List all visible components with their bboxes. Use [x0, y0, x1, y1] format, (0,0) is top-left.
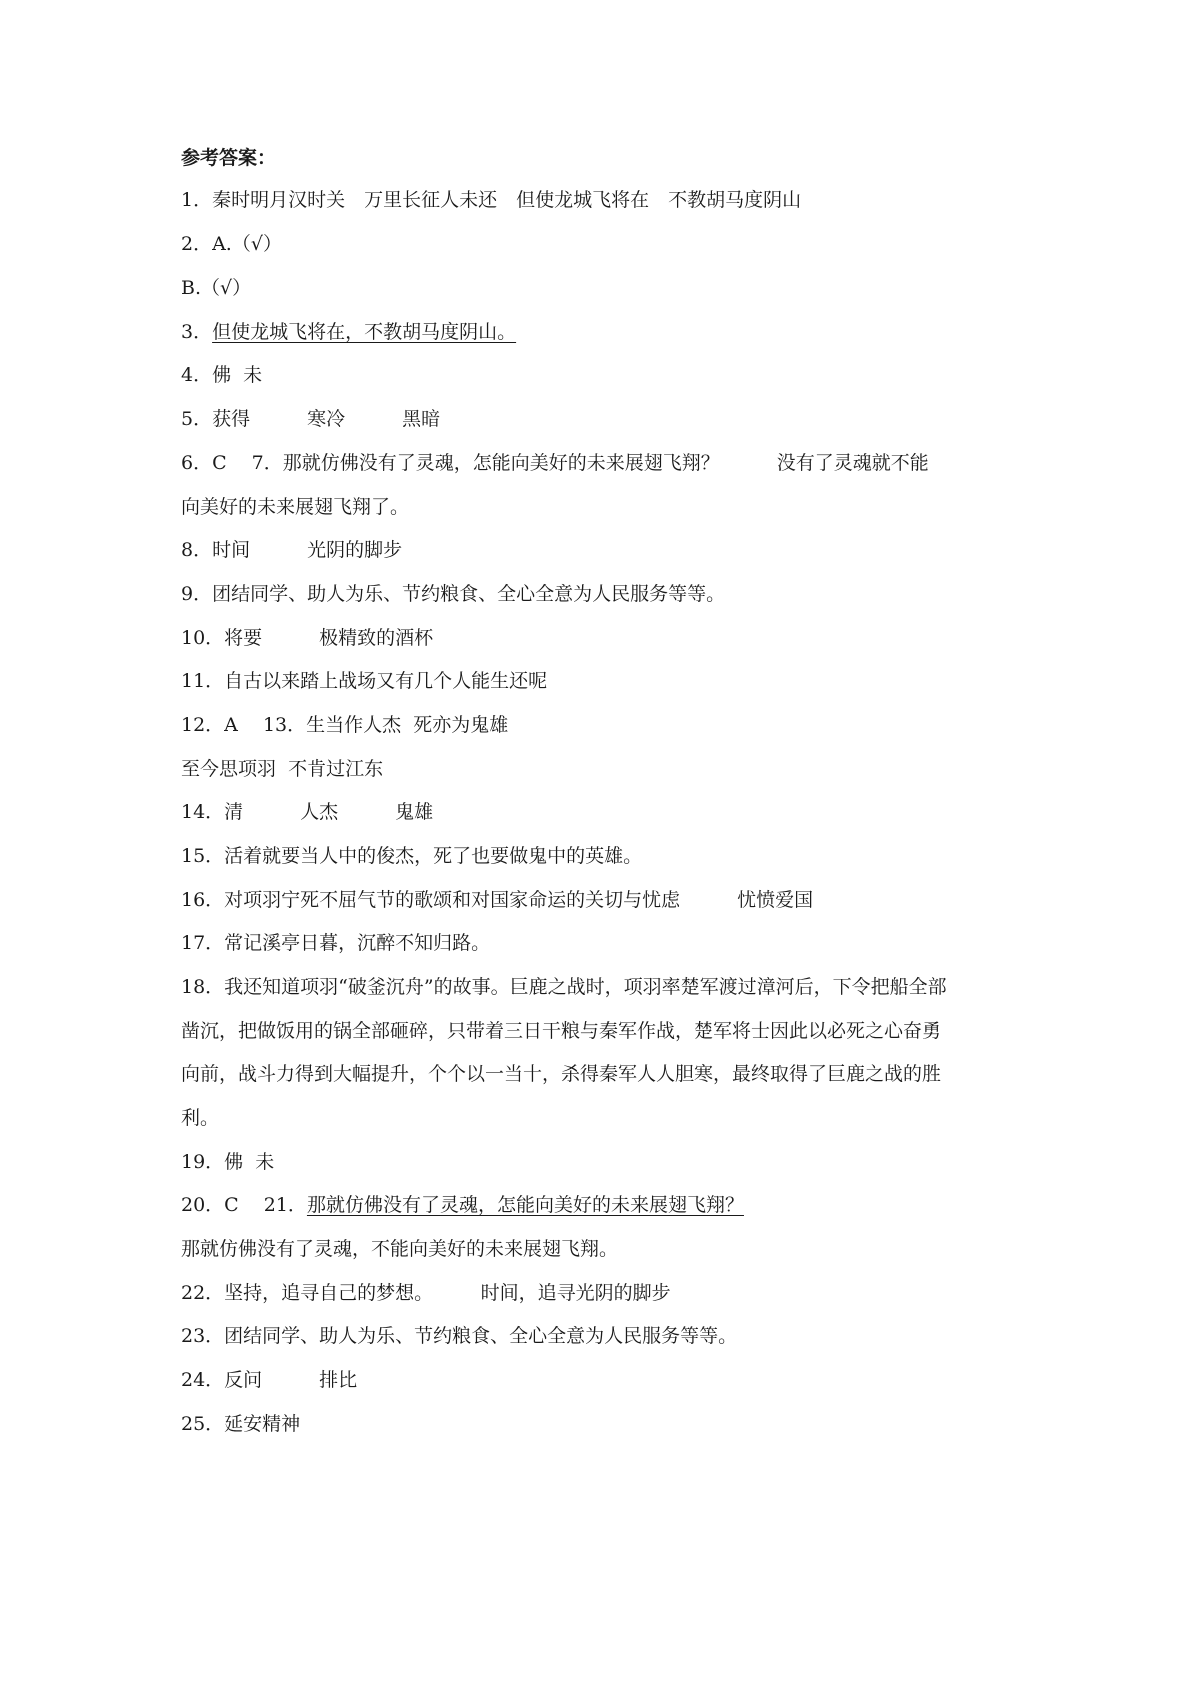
answer-23: 23．团结同学、助人为乐、节约粮食、全心全意为人民服务等等。 [181, 1325, 738, 1347]
answer-22: 22．坚持，追寻自己的梦想。 时间，追寻光阴的脚步 [181, 1282, 671, 1304]
answer-17: 17．常记溪亭日暮，沉醉不知归路。 [181, 932, 491, 954]
answer-20-21 [181, 1193, 744, 1217]
answer-13-continued: 至今思项羽 不肯过江东 [181, 758, 384, 780]
answer-3-text: 但使龙城飞将在，不教胡马度阴山。 [212, 321, 517, 343]
answer-24: 24．反问 排比 [181, 1369, 358, 1391]
answer-21-text: 那就仿佛没有了灵魂，怎能向美好的未来展翅飞翔？ [306, 1194, 744, 1216]
answer-1: 1．秦时明月汉时关 万里长征人未还 但使龙城飞将在 不教胡马度阴山 [181, 189, 802, 211]
answer-18-line-2: 凿沉，把做饭用的锅全部砸碎，只带着三日干粮与秦军作战，楚军将士因此以必死之心奋勇 [181, 1020, 942, 1042]
page-title: 参考答案： [181, 147, 277, 169]
answer-10: 10．将要 极精致的酒杯 [181, 627, 434, 649]
answer-14: 14．清 人杰 鬼雄 [181, 801, 434, 823]
answer-11: 11．自古以来踏上战场又有几个人能生还呢 [181, 670, 548, 692]
answer-8: 8．时间 光阴的脚步 [181, 539, 403, 561]
answer-15: 15．活着就要当人中的俊杰，死了也要做鬼中的英雄。 [181, 845, 643, 867]
answer-18-line-3: 向前，战斗力得到大幅提升，个个以一当十，杀得秦军人人胆寒，最终取得了巨鹿之战的胜 [181, 1063, 942, 1085]
answer-2a: 2．A.（√） [181, 233, 282, 255]
answer-7-continued: 向美好的未来展翅飞翔了。 [181, 496, 410, 518]
answer-4: 4．佛 未 [181, 364, 263, 386]
answer-6-7: 6．C 7．那就仿佛没有了灵魂，怎能向美好的未来展翅飞翔？ 没有了灵魂就不能 [181, 452, 929, 474]
answer-12-13: 12．A 13．生当作人杰 死亦为鬼雄 [181, 714, 509, 736]
answer-9: 9．团结同学、助人为乐、节约粮食、全心全意为人民服务等等。 [181, 583, 726, 605]
answer-16: 16．对项羽宁死不屈气节的歌颂和对国家命运的关切与忧虑 忧愤爱国 [181, 889, 814, 911]
answer-18: 18．我还知道项羽“破釜沉舟”的故事。巨鹿之战时，项羽率楚军渡过漳河后，下令把船全部 [181, 976, 947, 998]
answer-19: 19．佛 未 [181, 1151, 275, 1173]
answer-5: 5．获得 寒冷 黑暗 [181, 408, 441, 430]
answer-21-continued: 那就仿佛没有了灵魂，不能向美好的未来展翅飞翔。 [181, 1238, 619, 1260]
answer-18-line-4: 利。 [181, 1107, 220, 1129]
answer-2b: B.（√） [181, 277, 252, 299]
answer-25: 25．延安精神 [181, 1413, 301, 1435]
answer-3-number: 3． [181, 321, 213, 343]
answer-3 [181, 320, 516, 344]
answer-20-21-prefix: 20．C 21． [181, 1194, 307, 1216]
